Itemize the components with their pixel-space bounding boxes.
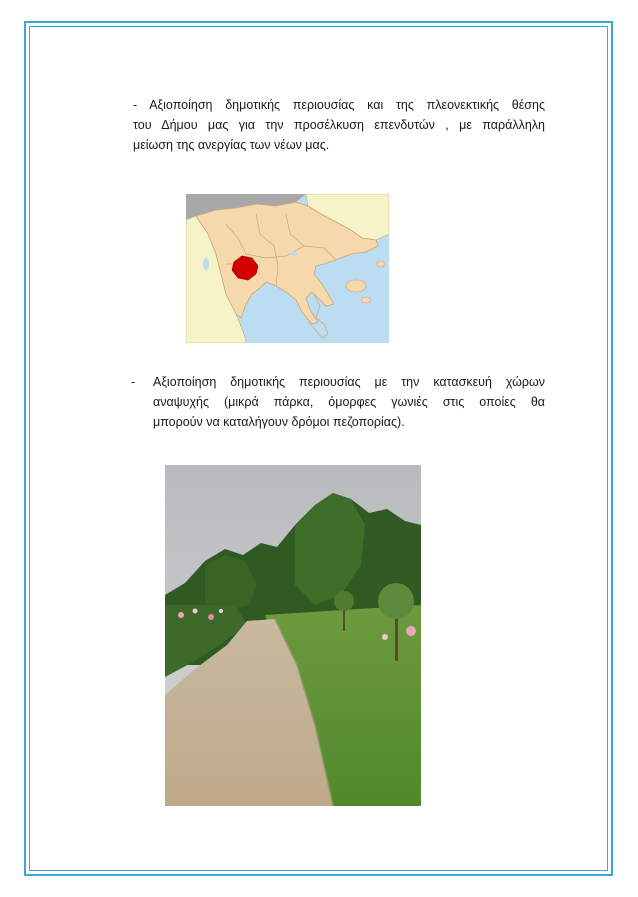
paragraph-investment [133,95,545,155]
paragraph-line: Αξιοποίηση δημοτικής περιουσίας με την κατασκευή χώρων [153,375,545,389]
paragraph-line: μείωση της ανεργίας των νέων μας. [133,138,330,152]
paragraph-recreation [153,372,545,432]
paragraph-line: αναψυχής (μικρά πάρκα, όμορφες γωνιές στις οποίες θα [153,395,545,409]
region-map [186,194,389,343]
paragraph-line: του Δήμου μας για την προσέλκυση επενδυτών , με παράλληλη [133,118,545,132]
bullet-dash: - [131,375,136,389]
paragraph-line: - Αξιοποίηση δημοτικής περιουσίας και της πλεονεκτικής θέσης [133,98,545,112]
paragraph-line: μπορούν να καταλήγουν δρόμοι πεζοπορίας). [153,415,405,429]
park-path-photo [165,465,421,806]
